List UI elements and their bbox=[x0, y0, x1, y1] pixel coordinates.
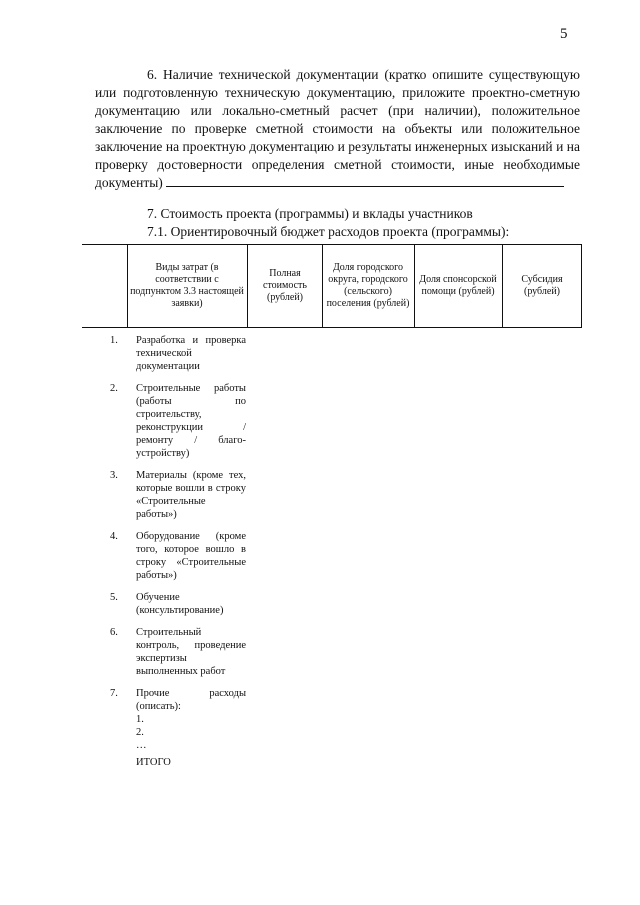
row-label: Материалы (кроме тех, которые вошли в строку «Строительные работы») bbox=[136, 470, 246, 520]
column-divider bbox=[322, 245, 323, 327]
table-row bbox=[110, 530, 250, 582]
table-row bbox=[110, 382, 250, 460]
table-row bbox=[110, 469, 250, 521]
column-divider bbox=[127, 245, 128, 327]
header-subsidy: Субсидия (рублей) bbox=[521, 274, 563, 297]
section-7-heading: 7. Стоимость проекта (программы) и вклады участников bbox=[147, 206, 473, 221]
table-row bbox=[110, 687, 250, 752]
budget-table-header bbox=[82, 244, 582, 328]
fill-in-line bbox=[166, 174, 564, 187]
other-item: … bbox=[136, 740, 147, 751]
table-row-total bbox=[110, 756, 250, 769]
row-label: Оборудование (кроме того, которое вошло в строку «Строительные работы») bbox=[136, 531, 246, 581]
row-label: Прочие расходы (описать): bbox=[136, 688, 246, 712]
row-number: 2. bbox=[110, 383, 118, 394]
row-number: 1. bbox=[110, 335, 118, 346]
table-row bbox=[110, 626, 250, 678]
row-label: Строительные работы (работы по строительству, реконструкции / ремонту / благо-устройству) bbox=[136, 383, 246, 459]
total-label: ИТОГО bbox=[136, 757, 171, 768]
section-7-1-heading: 7.1. Ориентировочный бюджет расходов проекта (программы): bbox=[147, 224, 510, 239]
row-label: Разработка и проверка технической документации bbox=[136, 335, 246, 372]
header-municipality-share: Доля городского округа, городского (сельского) поселения (рублей) bbox=[326, 262, 410, 309]
header-full-cost: Полная стоимость (рублей) bbox=[263, 268, 307, 303]
other-item: 2. bbox=[136, 727, 144, 738]
row-number: 5. bbox=[110, 592, 118, 603]
row-label: Обучение (консультирование) bbox=[136, 592, 224, 616]
column-divider bbox=[502, 245, 503, 327]
header-cost-type: Виды затрат (в соответствии с подпунктом 3.3 настоящей заявки) bbox=[130, 262, 244, 309]
row-label: Строительный контроль, проведение экспертизы выполненных работ bbox=[136, 627, 246, 677]
section-6-paragraph bbox=[95, 66, 580, 192]
budget-table-rows bbox=[110, 334, 250, 778]
other-item: 1. bbox=[136, 714, 144, 725]
row-number: 6. bbox=[110, 627, 118, 638]
row-number: 3. bbox=[110, 470, 118, 481]
header-sponsor-share: Доля спонсорской помощи (рублей) bbox=[419, 274, 497, 297]
table-row bbox=[110, 334, 250, 373]
column-divider bbox=[247, 245, 248, 327]
column-divider bbox=[414, 245, 415, 327]
column-divider bbox=[581, 245, 582, 327]
section-6-text: 6. Наличие технической документации (кратко опишите существующую или подготовленную техническую документацию, приложите проектно-сметную документацию или локально-сметный расчет (при наличии), положительное заключение по проверке сметной стоимости на объекты или положительное заключение на проектную документацию и результаты инженерных изысканий и на проверку достоверности определения сметной стоимости, иные необходимые документы) bbox=[95, 67, 580, 190]
table-row bbox=[110, 591, 250, 617]
row-number: 4. bbox=[110, 531, 118, 542]
page-number: 5 bbox=[560, 26, 568, 42]
row-number: 7. bbox=[110, 688, 118, 699]
